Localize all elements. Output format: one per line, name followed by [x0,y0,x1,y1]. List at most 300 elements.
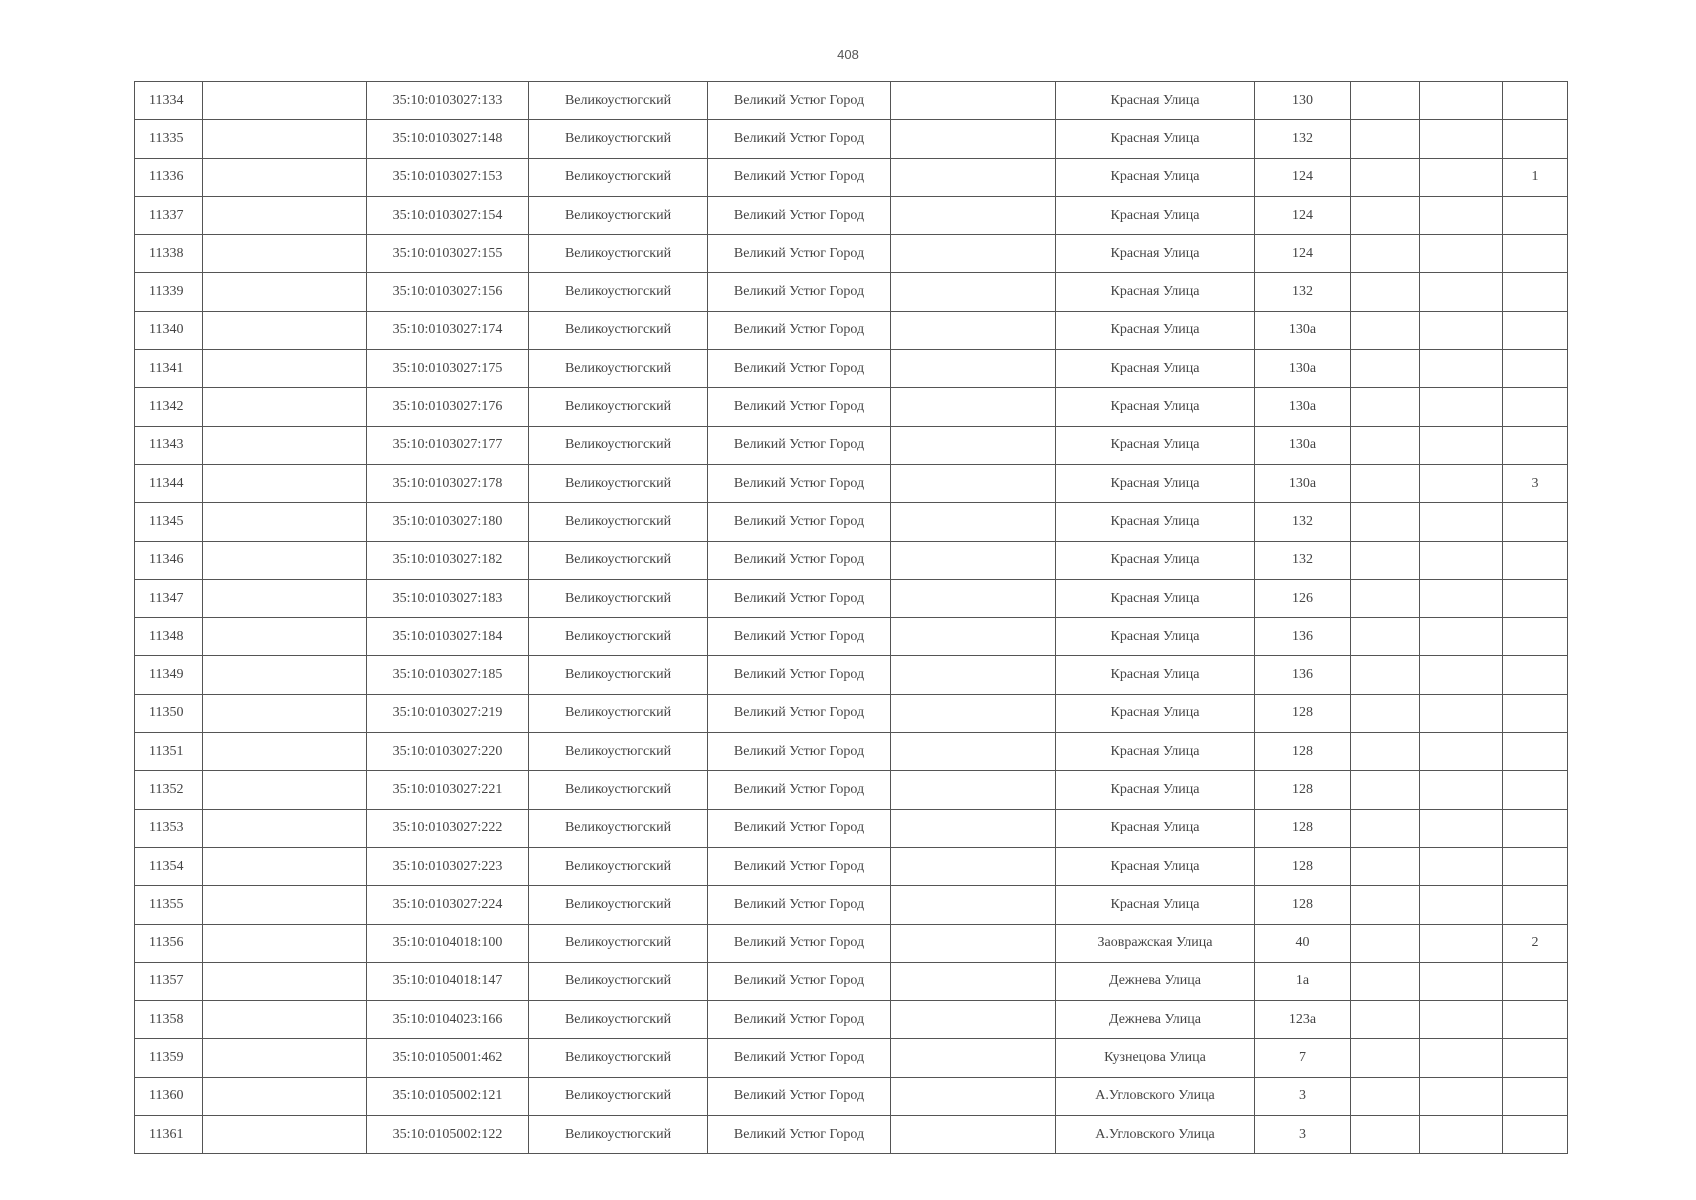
cell-row-number: 11355 [135,886,203,924]
cell-empty-col2 [203,1116,367,1154]
cell-district: Великоустюгский [529,388,708,426]
cell-settlement: Великий Устюг Город [708,82,891,120]
cell-district: Великоустюгский [529,82,708,120]
cell-empty-col6 [891,1077,1056,1115]
cell-cadastral-number: 35:10:0103027:182 [367,541,529,579]
cell-house-number: 128 [1255,771,1351,809]
cell-district: Великоустюгский [529,158,708,196]
cell-house-number: 132 [1255,503,1351,541]
cell-extra-value [1503,541,1568,579]
cell-row-number: 11348 [135,618,203,656]
cell-cadastral-number: 35:10:0103027:175 [367,350,529,388]
cell-house-number: 128 [1255,886,1351,924]
cell-empty-col10 [1420,350,1503,388]
cell-street: Красная Улица [1056,235,1255,273]
cell-house-number: 124 [1255,196,1351,234]
cell-house-number: 7 [1255,1039,1351,1077]
table-row [135,311,1568,349]
cell-row-number: 11352 [135,771,203,809]
cell-cadastral-number: 35:10:0103027:176 [367,388,529,426]
cell-district: Великоустюгский [529,235,708,273]
cell-empty-col10 [1420,579,1503,617]
cell-empty-col10 [1420,235,1503,273]
cell-district: Великоустюгский [529,311,708,349]
cell-house-number: 130а [1255,464,1351,502]
cell-empty-col9 [1351,82,1420,120]
cell-house-number: 124 [1255,235,1351,273]
cell-empty-col9 [1351,847,1420,885]
cell-empty-col10 [1420,273,1503,311]
cell-settlement: Великий Устюг Город [708,388,891,426]
table-row [135,464,1568,502]
cell-house-number: 136 [1255,656,1351,694]
cell-row-number: 11357 [135,962,203,1000]
cell-street: А.Угловского Улица [1056,1077,1255,1115]
cell-extra-value [1503,618,1568,656]
cell-row-number: 11360 [135,1077,203,1115]
cell-extra-value: 2 [1503,924,1568,962]
cell-house-number: 130 [1255,82,1351,120]
cell-settlement: Великий Устюг Город [708,196,891,234]
cell-empty-col9 [1351,158,1420,196]
cell-settlement: Великий Устюг Город [708,426,891,464]
cell-empty-col9 [1351,579,1420,617]
cell-house-number: 128 [1255,694,1351,732]
table-row [135,120,1568,158]
cell-extra-value [1503,1001,1568,1039]
cell-street: Красная Улица [1056,733,1255,771]
cell-settlement: Великий Устюг Город [708,809,891,847]
cell-empty-col2 [203,809,367,847]
table-row [135,82,1568,120]
cell-row-number: 11356 [135,924,203,962]
cell-empty-col6 [891,350,1056,388]
cell-empty-col9 [1351,464,1420,502]
cell-empty-col10 [1420,1116,1503,1154]
cell-row-number: 11347 [135,579,203,617]
cell-empty-col9 [1351,120,1420,158]
cell-cadastral-number: 35:10:0103027:221 [367,771,529,809]
cell-settlement: Великий Устюг Город [708,1077,891,1115]
cell-extra-value: 1 [1503,158,1568,196]
cell-empty-col10 [1420,196,1503,234]
cell-empty-col6 [891,579,1056,617]
cell-house-number: 123а [1255,1001,1351,1039]
cell-cadastral-number: 35:10:0103027:224 [367,886,529,924]
cell-house-number: 128 [1255,847,1351,885]
cell-empty-col9 [1351,771,1420,809]
cell-row-number: 11343 [135,426,203,464]
cell-settlement: Великий Устюг Город [708,579,891,617]
cell-house-number: 1а [1255,962,1351,1000]
cell-street: Красная Улица [1056,464,1255,502]
cell-empty-col6 [891,924,1056,962]
cell-row-number: 11351 [135,733,203,771]
cell-extra-value: 3 [1503,464,1568,502]
cell-district: Великоустюгский [529,1077,708,1115]
cell-empty-col10 [1420,962,1503,1000]
cell-row-number: 11335 [135,120,203,158]
cell-empty-col2 [203,1077,367,1115]
cell-settlement: Великий Устюг Город [708,886,891,924]
cell-district: Великоустюгский [529,196,708,234]
cell-empty-col6 [891,196,1056,234]
cell-settlement: Великий Устюг Город [708,235,891,273]
cell-empty-col2 [203,886,367,924]
cell-district: Великоустюгский [529,886,708,924]
cell-settlement: Великий Устюг Город [708,1039,891,1077]
cell-cadastral-number: 35:10:0103027:219 [367,694,529,732]
cell-empty-col6 [891,771,1056,809]
cell-settlement: Великий Устюг Город [708,311,891,349]
table-row [135,350,1568,388]
table-row [135,541,1568,579]
cell-cadastral-number: 35:10:0103027:222 [367,809,529,847]
cell-street: Красная Улица [1056,771,1255,809]
table-row [135,924,1568,962]
cell-street: Красная Улица [1056,886,1255,924]
cell-extra-value [1503,579,1568,617]
cell-street: Красная Улица [1056,618,1255,656]
table-row [135,503,1568,541]
cell-street: Красная Улица [1056,541,1255,579]
table-body [135,82,1568,1154]
table-row [135,235,1568,273]
cell-cadastral-number: 35:10:0103027:148 [367,120,529,158]
table-row [135,733,1568,771]
cell-empty-col10 [1420,503,1503,541]
cell-house-number: 132 [1255,541,1351,579]
cell-house-number: 3 [1255,1077,1351,1115]
cell-extra-value [1503,1116,1568,1154]
cell-district: Великоустюгский [529,809,708,847]
cell-empty-col9 [1351,962,1420,1000]
cell-extra-value [1503,503,1568,541]
cell-empty-col10 [1420,847,1503,885]
cell-empty-col2 [203,235,367,273]
cell-house-number: 130а [1255,350,1351,388]
cell-empty-col10 [1420,1001,1503,1039]
cell-settlement: Великий Устюг Город [708,847,891,885]
cell-street: Красная Улица [1056,426,1255,464]
cell-empty-col10 [1420,771,1503,809]
cell-house-number: 130а [1255,388,1351,426]
table-row [135,1116,1568,1154]
cell-settlement: Великий Устюг Город [708,694,891,732]
cell-street: Красная Улица [1056,158,1255,196]
cell-street: Красная Улица [1056,120,1255,158]
cell-cadastral-number: 35:10:0105001:462 [367,1039,529,1077]
cell-settlement: Великий Устюг Город [708,733,891,771]
cell-empty-col2 [203,771,367,809]
cell-empty-col9 [1351,924,1420,962]
cell-empty-col10 [1420,311,1503,349]
cell-empty-col6 [891,886,1056,924]
cell-extra-value [1503,694,1568,732]
cell-empty-col9 [1351,273,1420,311]
cell-house-number: 126 [1255,579,1351,617]
cell-street: Красная Улица [1056,579,1255,617]
cell-empty-col2 [203,1001,367,1039]
cell-extra-value [1503,120,1568,158]
cell-extra-value [1503,771,1568,809]
cell-empty-col2 [203,311,367,349]
page-number: 408 [837,47,859,62]
cell-row-number: 11342 [135,388,203,426]
table-row [135,962,1568,1000]
cell-empty-col9 [1351,694,1420,732]
cell-settlement: Великий Устюг Город [708,1001,891,1039]
cell-settlement: Великий Устюг Город [708,656,891,694]
cell-house-number: 128 [1255,733,1351,771]
cell-settlement: Великий Устюг Город [708,158,891,196]
cell-empty-col10 [1420,886,1503,924]
cell-empty-col10 [1420,120,1503,158]
cell-cadastral-number: 35:10:0103027:178 [367,464,529,502]
cell-street: Красная Улица [1056,350,1255,388]
cell-cadastral-number: 35:10:0103027:174 [367,311,529,349]
cell-extra-value [1503,235,1568,273]
cell-extra-value [1503,656,1568,694]
table-row [135,579,1568,617]
cell-street: Дежнева Улица [1056,962,1255,1000]
cell-house-number: 3 [1255,1116,1351,1154]
cell-empty-col9 [1351,1001,1420,1039]
cell-row-number: 11341 [135,350,203,388]
cell-empty-col6 [891,311,1056,349]
cell-row-number: 11338 [135,235,203,273]
cell-cadastral-number: 35:10:0104018:100 [367,924,529,962]
cell-empty-col9 [1351,503,1420,541]
cell-settlement: Великий Устюг Город [708,273,891,311]
cell-street: Дежнева Улица [1056,1001,1255,1039]
cell-empty-col2 [203,426,367,464]
cell-empty-col9 [1351,1116,1420,1154]
table-row [135,1001,1568,1039]
cell-extra-value [1503,311,1568,349]
cell-empty-col10 [1420,464,1503,502]
cell-street: Красная Улица [1056,311,1255,349]
cell-empty-col10 [1420,733,1503,771]
cell-house-number: 132 [1255,273,1351,311]
cell-cadastral-number: 35:10:0103027:155 [367,235,529,273]
cell-empty-col6 [891,120,1056,158]
cell-cadastral-number: 35:10:0103027:220 [367,733,529,771]
cell-row-number: 11354 [135,847,203,885]
cell-empty-col2 [203,82,367,120]
cell-settlement: Великий Устюг Город [708,120,891,158]
cell-district: Великоустюгский [529,350,708,388]
cell-empty-col2 [203,541,367,579]
cell-empty-col9 [1351,311,1420,349]
table-row [135,694,1568,732]
cell-empty-col2 [203,579,367,617]
cell-district: Великоустюгский [529,426,708,464]
cell-extra-value [1503,809,1568,847]
cell-district: Великоустюгский [529,541,708,579]
cell-empty-col9 [1351,426,1420,464]
cell-extra-value [1503,847,1568,885]
cell-settlement: Великий Устюг Город [708,1116,891,1154]
cell-district: Великоустюгский [529,273,708,311]
cell-empty-col6 [891,733,1056,771]
cell-empty-col10 [1420,82,1503,120]
cell-empty-col9 [1351,350,1420,388]
cell-cadastral-number: 35:10:0103027:180 [367,503,529,541]
cell-empty-col6 [891,388,1056,426]
cell-empty-col9 [1351,1039,1420,1077]
cell-district: Великоустюгский [529,924,708,962]
cell-empty-col9 [1351,656,1420,694]
cell-cadastral-number: 35:10:0103027:185 [367,656,529,694]
cell-street: Кузнецова Улица [1056,1039,1255,1077]
cell-cadastral-number: 35:10:0104023:166 [367,1001,529,1039]
cell-cadastral-number: 35:10:0105002:122 [367,1116,529,1154]
cell-empty-col9 [1351,196,1420,234]
cell-empty-col9 [1351,235,1420,273]
cell-empty-col6 [891,273,1056,311]
cell-empty-col10 [1420,924,1503,962]
cell-empty-col2 [203,656,367,694]
cell-empty-col6 [891,158,1056,196]
cell-row-number: 11361 [135,1116,203,1154]
cell-extra-value [1503,962,1568,1000]
cell-district: Великоустюгский [529,733,708,771]
cell-extra-value [1503,886,1568,924]
cell-empty-col6 [891,426,1056,464]
cell-settlement: Великий Устюг Город [708,541,891,579]
cell-street: Красная Улица [1056,809,1255,847]
cell-cadastral-number: 35:10:0103027:154 [367,196,529,234]
cell-cadastral-number: 35:10:0103027:177 [367,426,529,464]
cell-street: Красная Улица [1056,82,1255,120]
cell-row-number: 11339 [135,273,203,311]
cell-empty-col10 [1420,541,1503,579]
cell-row-number: 11346 [135,541,203,579]
table-row [135,1077,1568,1115]
cell-empty-col9 [1351,388,1420,426]
cell-row-number: 11345 [135,503,203,541]
cell-district: Великоустюгский [529,464,708,502]
cell-cadastral-number: 35:10:0103027:223 [367,847,529,885]
cell-district: Великоустюгский [529,503,708,541]
cell-settlement: Великий Устюг Город [708,350,891,388]
cell-street: Красная Улица [1056,694,1255,732]
cell-extra-value [1503,1077,1568,1115]
cell-empty-col9 [1351,541,1420,579]
cell-empty-col6 [891,656,1056,694]
cell-extra-value [1503,82,1568,120]
cell-empty-col2 [203,503,367,541]
cell-empty-col10 [1420,694,1503,732]
cell-row-number: 11359 [135,1039,203,1077]
cell-empty-col10 [1420,1077,1503,1115]
cell-empty-col9 [1351,618,1420,656]
cell-empty-col6 [891,503,1056,541]
cell-row-number: 11334 [135,82,203,120]
cell-empty-col10 [1420,618,1503,656]
cell-cadastral-number: 35:10:0103027:183 [367,579,529,617]
cell-empty-col2 [203,273,367,311]
table-row [135,771,1568,809]
cell-settlement: Великий Устюг Город [708,962,891,1000]
cell-district: Великоустюгский [529,656,708,694]
cell-district: Великоустюгский [529,962,708,1000]
cell-settlement: Великий Устюг Город [708,503,891,541]
cell-house-number: 128 [1255,809,1351,847]
cell-cadastral-number: 35:10:0103027:133 [367,82,529,120]
cell-empty-col2 [203,388,367,426]
cell-district: Великоустюгский [529,694,708,732]
cell-street: Красная Улица [1056,656,1255,694]
cell-empty-col2 [203,1039,367,1077]
cell-district: Великоустюгский [529,1001,708,1039]
cell-settlement: Великий Устюг Город [708,618,891,656]
cell-extra-value [1503,273,1568,311]
cell-empty-col6 [891,82,1056,120]
cell-district: Великоустюгский [529,771,708,809]
cell-empty-col10 [1420,158,1503,196]
table-row [135,388,1568,426]
cell-empty-col6 [891,962,1056,1000]
cell-empty-col10 [1420,426,1503,464]
cell-row-number: 11349 [135,656,203,694]
cell-empty-col6 [891,618,1056,656]
cell-extra-value [1503,733,1568,771]
cell-empty-col9 [1351,1077,1420,1115]
cell-settlement: Великий Устюг Город [708,464,891,502]
cell-empty-col9 [1351,733,1420,771]
cell-empty-col6 [891,847,1056,885]
cell-settlement: Великий Устюг Город [708,924,891,962]
cell-cadastral-number: 35:10:0103027:184 [367,618,529,656]
cell-empty-col2 [203,464,367,502]
cell-house-number: 136 [1255,618,1351,656]
cell-row-number: 11358 [135,1001,203,1039]
cell-empty-col6 [891,1116,1056,1154]
cell-empty-col2 [203,120,367,158]
cell-empty-col2 [203,694,367,732]
cell-cadastral-number: 35:10:0103027:156 [367,273,529,311]
cell-extra-value [1503,196,1568,234]
cell-district: Великоустюгский [529,1116,708,1154]
cell-empty-col2 [203,924,367,962]
cell-house-number: 132 [1255,120,1351,158]
cell-empty-col6 [891,541,1056,579]
registry-table [134,81,1568,1154]
cell-extra-value [1503,350,1568,388]
cell-empty-col6 [891,235,1056,273]
table-row [135,809,1568,847]
cell-empty-col9 [1351,809,1420,847]
cell-street: Красная Улица [1056,503,1255,541]
cell-empty-col10 [1420,1039,1503,1077]
cell-street: А.Угловского Улица [1056,1116,1255,1154]
cell-empty-col9 [1351,886,1420,924]
cell-empty-col10 [1420,809,1503,847]
cell-empty-col6 [891,1039,1056,1077]
cell-empty-col2 [203,350,367,388]
table-row [135,273,1568,311]
table-row [135,847,1568,885]
table-row [135,426,1568,464]
cell-empty-col6 [891,464,1056,502]
table-row [135,1039,1568,1077]
cell-district: Великоустюгский [529,847,708,885]
table-row [135,886,1568,924]
cell-street: Красная Улица [1056,273,1255,311]
table-row [135,656,1568,694]
